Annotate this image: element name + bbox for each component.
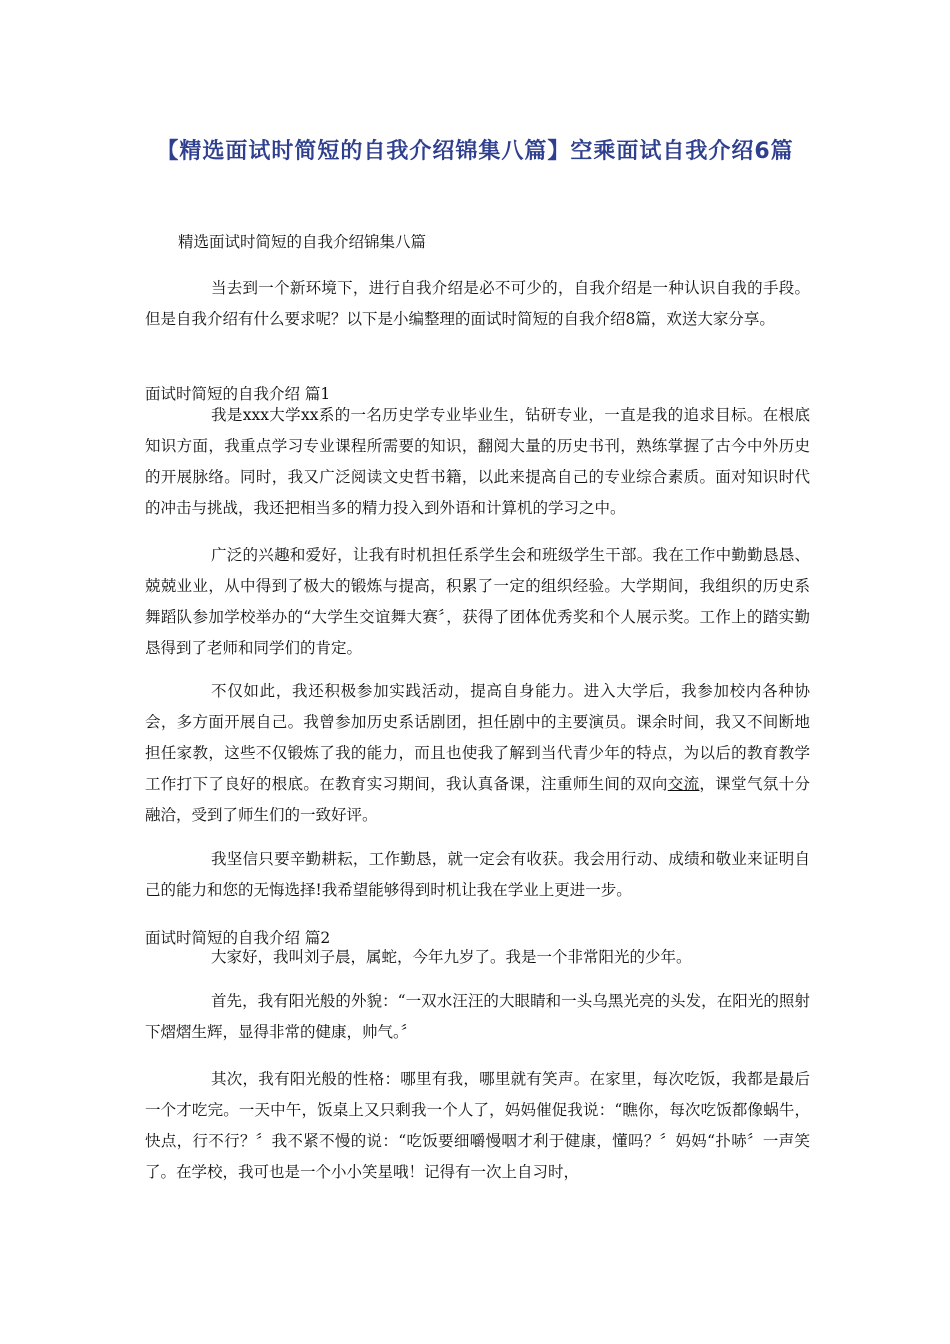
- section-1-paragraph-3-tail: ，课堂气氛十分融洽，受到了师生们的一致好评。: [145, 775, 810, 824]
- section-2-heading: 面试时简短的自我介绍 篇2: [145, 929, 331, 947]
- section-1-paragraph-3-text: 不仅如此，我还积极参加实践活动，提高自身能力。进入大学后，我参加校内各种协会，多方面开展自己。我曾参加历史系话剧团，担任剧中的主要演员。课余时间，我又不间断地担任家教，这些不仅锻炼了我的能力，而且也使我了解到当代青少年的特点，为以后的教育教学工作打下了良好的根底。在教育实习期间，我认真备课，注重师生间的双向: [145, 682, 810, 793]
- document-title: 【精选面试时简短的自我介绍锦集八篇】空乘面试自我介绍6篇: [156, 139, 794, 164]
- section-1-paragraph-3: [145, 676, 810, 831]
- section-1-paragraph-4: 我坚信只要辛勤耕耘，工作勤恳，就一定会有收获。我会用行动、成绩和敬业来证明自己的能力和您的无悔选择!我希望能够得到时机让我在学业上更进一步。: [145, 850, 810, 899]
- document-subtitle: 精选面试时简短的自我介绍锦集八篇: [178, 233, 427, 251]
- section-2-paragraph-1: 大家好，我叫刘子晨，属蛇，今年九岁了。我是一个非常阳光的少年。: [211, 948, 692, 966]
- intro-paragraph: 当去到一个新环境下，进行自我介绍是必不可少的，自我介绍是一种认识自我的手段。但是自我介绍有什么要求呢？以下是小编整理的面试时简短的自我介绍8篇，欢送大家分享。: [145, 279, 810, 328]
- exchange-link[interactable]: 交流: [667, 775, 700, 793]
- section-2-paragraph-3: 其次，我有阳光般的性格：哪里有我，哪里就有笑声。在家里，每次吃饭，我都是最后一个才吃完。一天中午，饭桌上又只剩我一个人了，妈妈催促我说：“瞧你，每次吃饭都像蜗牛，快点，行不行？〞我不紧不慢的说：“吃饭要细嚼慢咽才利于健康，懂吗？〞妈妈“扑哧〞一声笑了。在学校，我可也是一个小小笑星哦！记得有一次上自习时，: [145, 1070, 810, 1181]
- section-2-paragraph-2: 首先，我有阳光般的外貌：“一双水汪汪的大眼睛和一头乌黑光亮的头发，在阳光的照射下熠熠生辉，显得非常的健康，帅气。〞: [145, 992, 810, 1041]
- section-1-heading: 面试时简短的自我介绍 篇1: [145, 385, 331, 403]
- section-1-paragraph-1: 我是xxx大学xx系的一名历史学专业毕业生，钻研专业，一直是我的追求目标。在根底知识方面，我重点学习专业课程所需要的知识，翻阅大量的历史书刊，熟练掌握了古今中外历史的开展脉络。同时，我又广泛阅读文史哲书籍，以此来提高自己的专业综合素质。面对知识时代的冲击与挑战，我还把相当多的精力投入到外语和计算机的学习之中。: [145, 406, 810, 517]
- section-1-paragraph-2: 广泛的兴趣和爱好，让我有时机担任系学生会和班级学生干部。我在工作中勤勤恳恳、兢兢业业，从中得到了极大的锻炼与提高，积累了一定的组织经验。大学期间，我组织的历史系舞蹈队参加学校举办的“大学生交谊舞大赛〞，获得了团体优秀奖和个人展示奖。工作上的踏实勤恳得到了老师和同学们的肯定。: [145, 546, 810, 657]
